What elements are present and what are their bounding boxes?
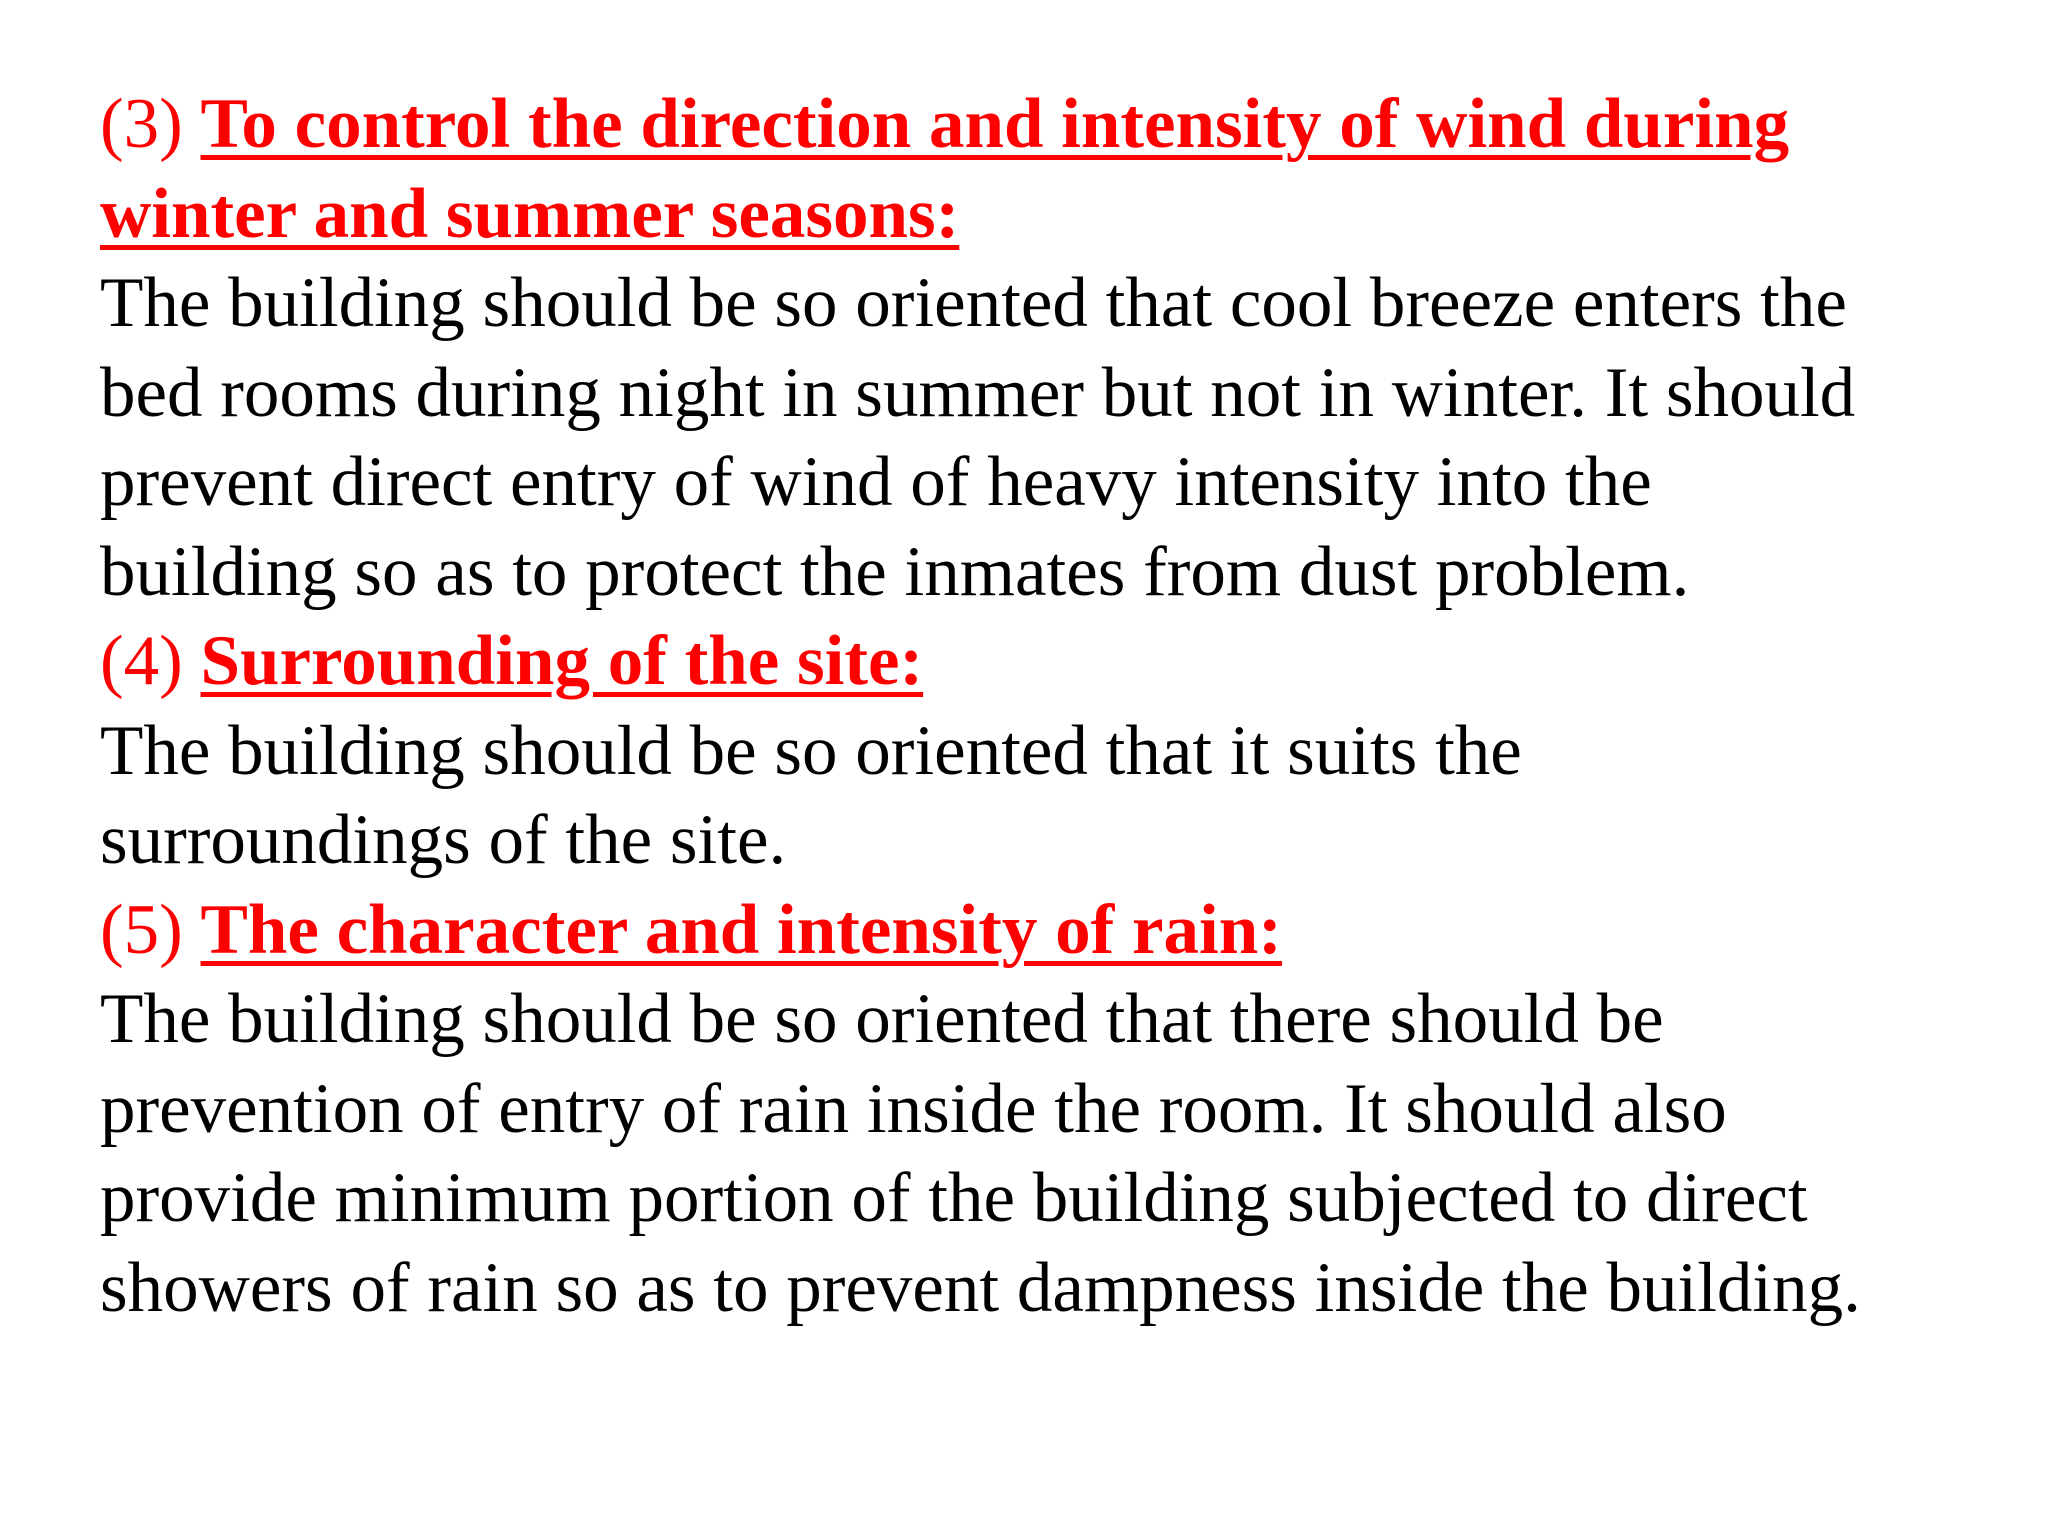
section-4 xyxy=(100,617,2020,886)
section-3-body-line: bed rooms during night in summer but not in winter. It should xyxy=(100,353,1856,432)
section-5-number: (5) xyxy=(100,890,183,969)
section-4-number: (4) xyxy=(100,622,183,700)
section-5-body-line: prevention of entry of rain inside the room. It should also xyxy=(100,1069,1727,1148)
section-5 xyxy=(100,886,2020,1334)
section-5-heading-line xyxy=(100,886,2020,976)
section-5-body-line: provide minimum portion of the building subjected to direct xyxy=(100,1159,1808,1237)
section-3-body-line: building so as to protect the inmates from dust problem. xyxy=(100,532,1690,611)
section-4-heading-line xyxy=(100,617,2020,707)
slide-content xyxy=(100,80,2020,1333)
section-4-heading: Surrounding of the site: xyxy=(200,622,924,700)
section-3-heading: To control the direction and intensity of wind during xyxy=(200,85,1790,163)
section-3-heading-cont: winter and summer seasons: xyxy=(100,174,960,253)
section-3-heading-line-1 xyxy=(100,80,2020,170)
section-3-number: (3) xyxy=(100,85,183,163)
section-3-body-line: prevent direct entry of wind of heavy intensity into the xyxy=(100,443,1652,521)
section-4-body-line: surroundings of the site. xyxy=(100,801,787,879)
section-4-body-line: The building should be so oriented that it suits the xyxy=(100,711,1522,790)
section-5-heading: The character and intensity of rain: xyxy=(200,890,1282,969)
section-5-body-line: The building should be so oriented that there should be xyxy=(100,980,1664,1058)
section-3-heading-line-2 xyxy=(100,170,2020,260)
section-3-body-line: The building should be so oriented that cool breeze enters the xyxy=(100,264,1847,342)
section-5-body-line: showers of rain so as to prevent dampness inside the building. xyxy=(100,1248,1861,1327)
section-3 xyxy=(100,80,2020,617)
